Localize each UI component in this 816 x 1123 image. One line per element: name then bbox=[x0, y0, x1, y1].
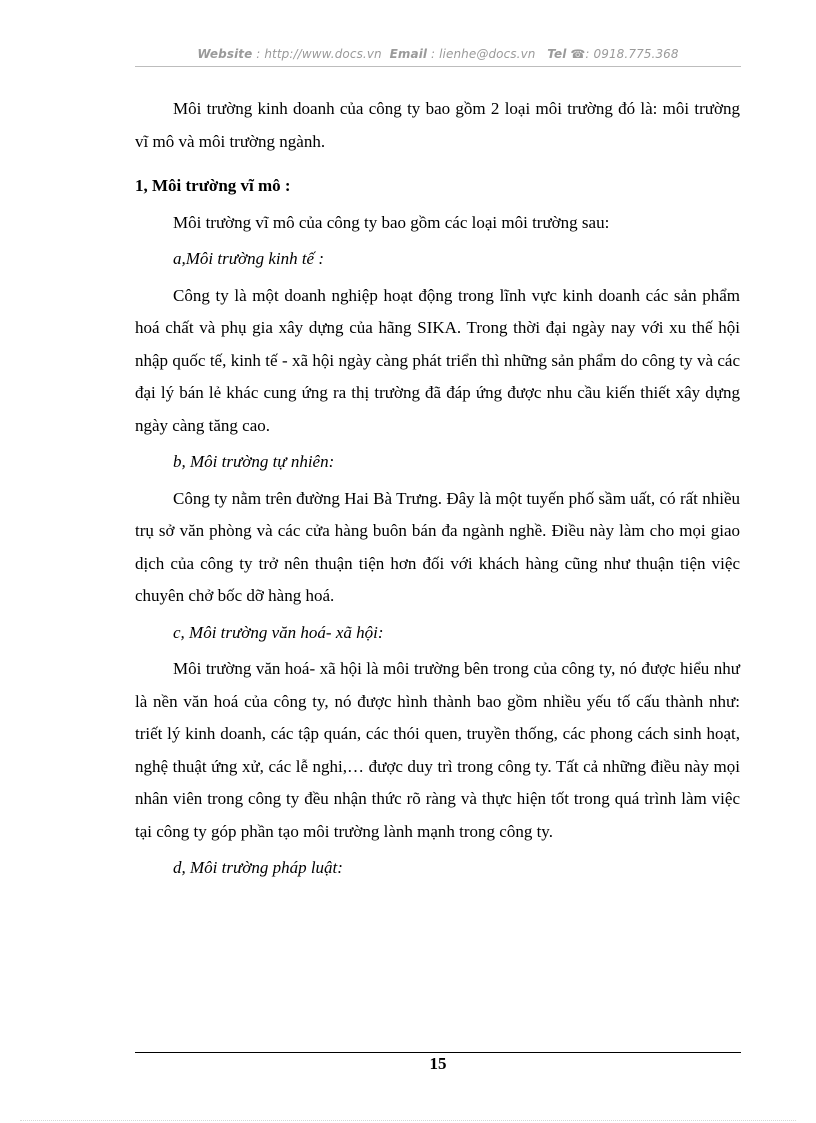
tel-value: : 0918.775.368 bbox=[585, 47, 679, 61]
page-number: 15 bbox=[429, 1054, 447, 1073]
subsection-title-natural: b, Môi trường tự nhiên: bbox=[173, 452, 335, 471]
page-bottom-border bbox=[20, 1120, 796, 1121]
section-intro-paragraph: Môi trường vĩ mô của công ty bao gồm các loại môi trường sau: bbox=[173, 212, 610, 232]
subsection-title-legal: d, Môi trường pháp luật: bbox=[173, 858, 343, 877]
website-link[interactable]: : http://www.docs.vn bbox=[256, 47, 382, 61]
header-divider bbox=[135, 66, 741, 67]
subsection-title-cultural: c, Môi trường văn hoá- xã hội: bbox=[173, 622, 384, 642]
email-label: Email bbox=[389, 47, 428, 61]
intro-paragraph: Môi trường kinh doanh của công ty bao gồm 2 loại môi trường đó là: môi trường vĩ mô và môi trường ngành. bbox=[135, 99, 740, 151]
section-heading: 1, Môi trường vĩ mô : bbox=[135, 176, 291, 195]
footer-divider bbox=[135, 1052, 741, 1053]
subsection-title-economic: a,Môi trường kinh tế : bbox=[173, 249, 325, 268]
natural-paragraph: Công ty nằm trên đường Hai Bà Trưng. Đây là một tuyến phố sầm uất, có rất nhiều trụ sở văn phòng và các cửa hàng buôn bán đa ngành nghề. Điều này làm cho mọi giao dịch của công ty trở nên thuận tiện hơn đối với khách hàng cũng như thuận tiện việc chuyên chở bốc dỡ hàng hoá. bbox=[135, 488, 740, 605]
email-link[interactable]: : lienhe@docs.vn bbox=[431, 47, 536, 61]
phone-icon: ☎ bbox=[570, 47, 586, 61]
cultural-paragraph: Môi trường văn hoá- xã hội là môi trường bên trong của công ty, nó được hiểu như là nền văn hoá của công ty, nó được hình thành bao gồm nhiều yếu tố cấu thành như: triết lý kinh doanh, các tập quán, các thói quen, truyền thống, các phong cách sinh hoạt, nghệ thuật ứng xử, các lễ nghi,… được duy trì trong công ty. Tất cả những điều này mọi nhân viên trong công ty đều nhận thức rõ ràng và thực hiện tốt trong quá trình làm việc tại công ty góp phần tạo môi trường lành mạnh trong công ty. bbox=[135, 659, 740, 841]
economic-paragraph: Công ty là một doanh nghiệp hoạt động trong lĩnh vực kinh doanh các sản phẩm hoá chất và phụ gia xây dựng của hãng SIKA. Trong thời đại ngày nay với xu thế hội nhập quốc tế, kinh tế - xã hội ngày càng phát triển thì những sản phẩm do công ty và các đại lý bán lẻ khác cung ứng ra thị trường đã đáp ứng được nhu cầu kiến thiết xây dựng ngày càng tăng cao. bbox=[135, 285, 740, 435]
tel-label: Tel bbox=[547, 47, 567, 61]
page-header bbox=[135, 47, 741, 61]
website-label: Website bbox=[197, 47, 253, 61]
document-body bbox=[135, 93, 740, 885]
